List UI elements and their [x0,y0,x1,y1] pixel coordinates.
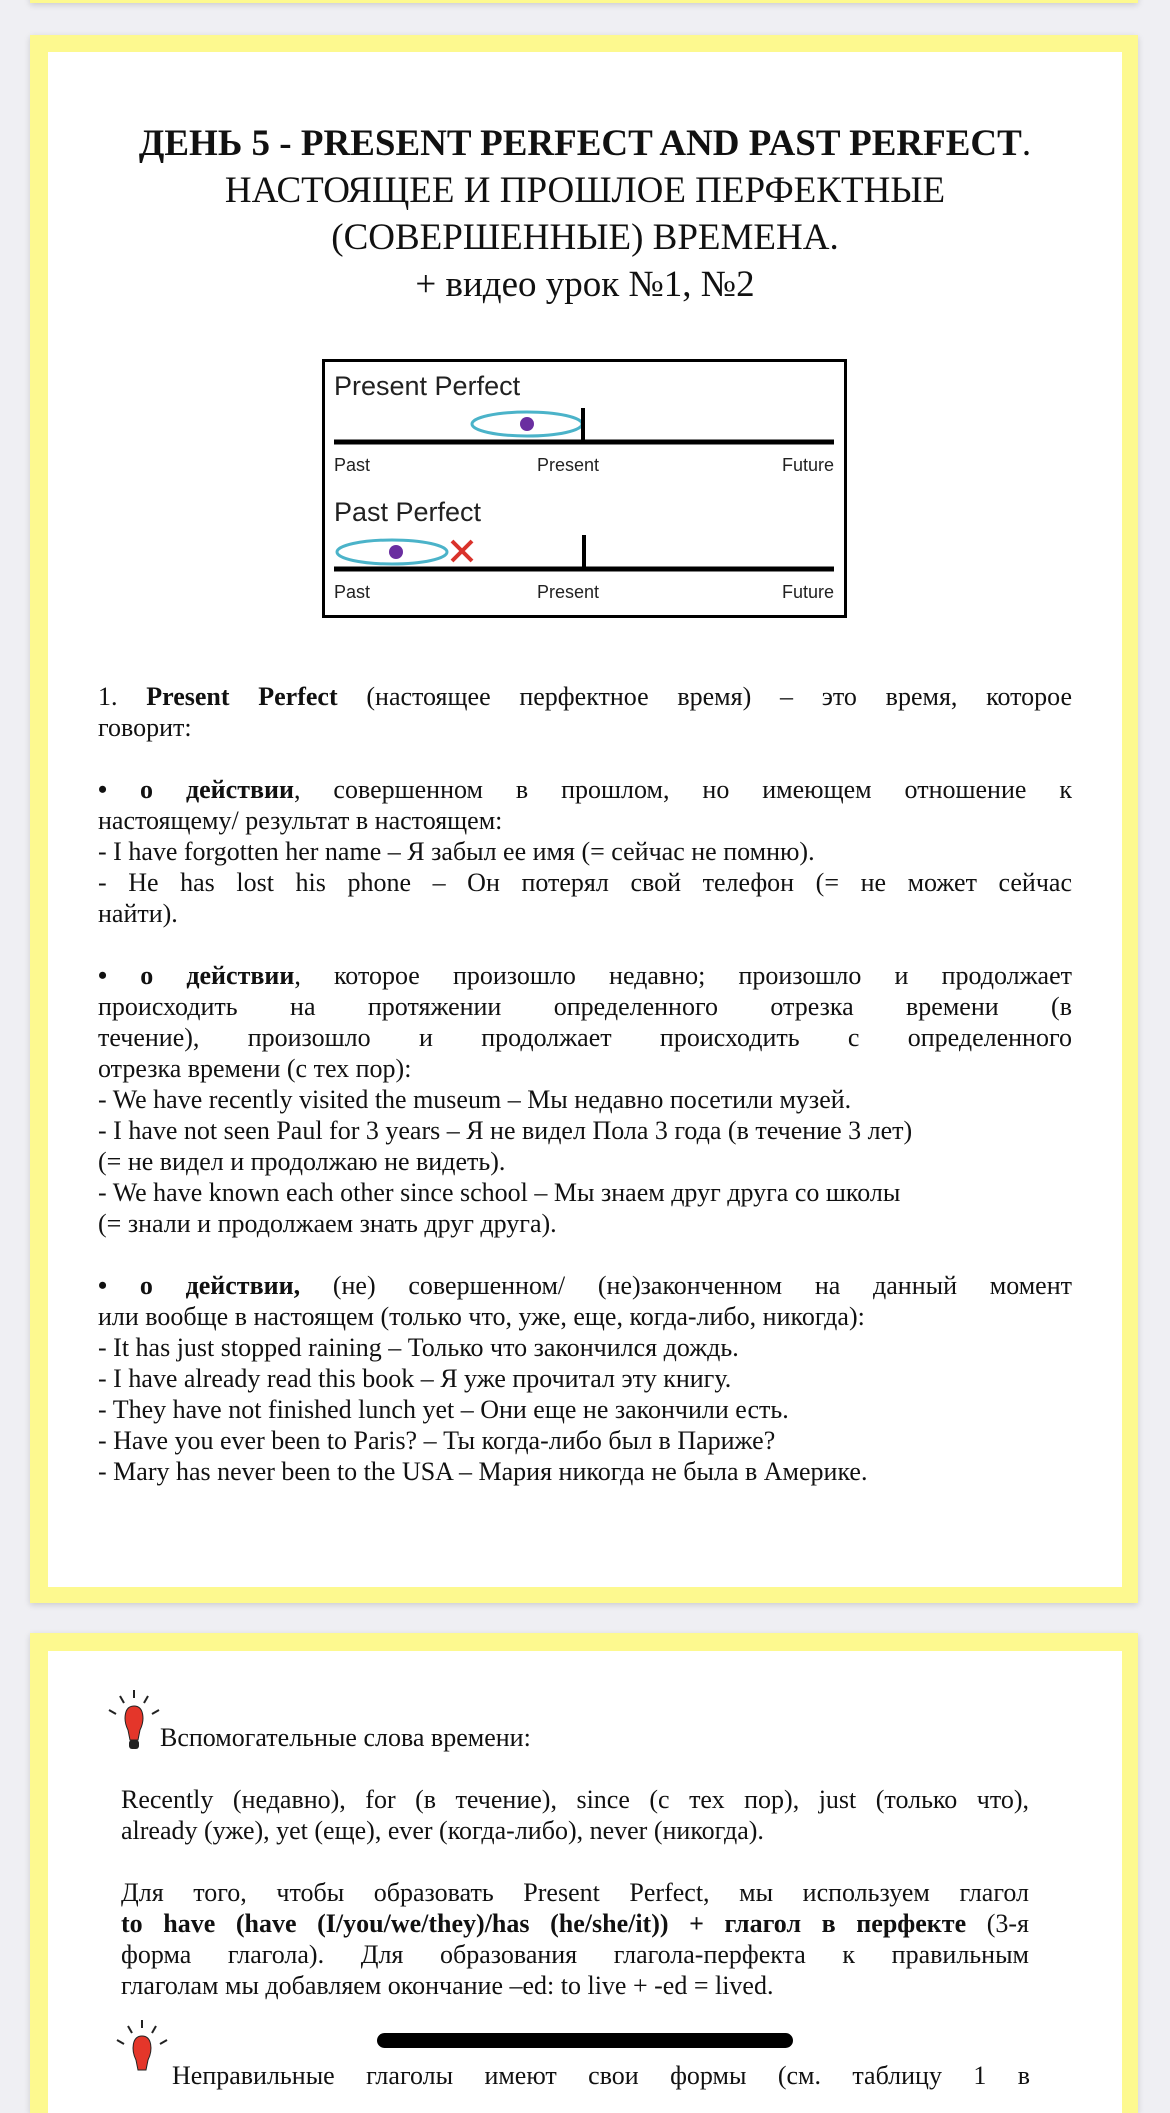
past-perfect-label: Past Perfect [334,497,482,527]
text-line [121,1784,1029,1815]
text-line [121,1877,1029,1908]
present-perfect-label: Present Perfect [334,371,521,401]
text-line [98,1425,1072,1456]
action-dot [389,545,403,559]
text-line [98,1115,1072,1146]
text-line [121,1939,1029,1970]
page-title [0,120,1170,308]
text-line [98,681,1072,712]
text-segment: говорит: [98,713,192,742]
text-line [98,960,1072,991]
text-line [98,1332,1072,1363]
tips-heading: Вспомогательные слова времени: [160,1723,531,1752]
title-line-3: (СОВЕРШЕННЫЕ) ВРЕМЕНА. [331,217,839,258]
text-line [98,743,1072,774]
present-label: Present [537,582,600,602]
text-segment: - Mary has never been to the USA – Мария никогда не была в Америке. [98,1457,868,1486]
text-line [98,1363,1072,1394]
text-segment: - We have recently visited the museum – Мы недавно посетили музей. [98,1085,852,1114]
text-line [121,1846,1029,1877]
text-segment: (не) совершенном/ (не)законченном на данный момент [300,1271,1072,1300]
text-segment: - It has just stopped raining – Только что закончился дождь. [98,1333,739,1362]
text-line [98,1022,1072,1053]
text-segment: - I have forgotten her name – Я забыл ее имя (= сейчас не помню). [98,837,815,866]
text-segment: , которое произошло недавно; произошло и продолжает [294,961,1073,990]
bold-text: • о действии [98,775,294,804]
action-dot [520,417,534,431]
text-line [98,1053,1072,1084]
text-line [98,991,1072,1022]
bold-text: Present Perfect [146,682,338,711]
text-segment: , совершенном в прошлом, но имеющем отношение к [293,775,1072,804]
text-segment: отрезка времени (с тех пор): [98,1054,412,1083]
text-segment: 1. [98,682,147,711]
text-line [98,836,1072,867]
text-line [98,1456,1072,1487]
present-perfect-explanation [98,681,1072,1487]
previous-card [30,0,1138,3]
text-line [98,1208,1072,1239]
text-segment: форма глагола). Для образования глагола-перфекта к правильным [121,1940,1029,1969]
text-line [98,1270,1072,1301]
text-segment: already (уже), yet (еще), ever (когда-либо), never (никогда). [121,1816,764,1845]
text-line [121,1970,1029,2001]
past-label: Past [334,582,371,602]
text-line [121,1815,1029,1846]
lightbulb-icon [104,1688,164,1752]
text-line [98,805,1072,836]
past-label: Past [334,455,371,475]
title-dot: . [1021,123,1032,164]
future-label: Future [781,582,834,602]
tense-timeline-diagram [322,359,847,618]
text-segment: - They have not finished lunch yet – Они еще не закончили есть. [98,1395,789,1424]
bold-text: • о действии [98,961,295,990]
text-segment: происходить на протяжении определенного отрезка времени (в [98,992,1072,1021]
text-line [98,1394,1072,1425]
bold-text: to have (have (I/you/we/they)/has (he/she/it)) + глагол в перфекте [121,1909,967,1938]
text-segment: или вообще в настоящем (только что, уже, еще, когда-либо, никогда): [98,1302,865,1331]
text-line [98,898,1072,929]
text-line [98,1239,1072,1270]
text-segment: течение), произошло и продолжает происходить с определенного [98,1023,1072,1052]
text-segment: - He has lost his phone – Он потерял свой телефон (= не может сейчас [98,868,1072,897]
text-line [98,1301,1072,1332]
text-segment: - I have already read this book – Я уже прочитал эту книгу. [98,1364,732,1393]
bold-text: • о действии, [98,1271,301,1300]
text-line [98,774,1072,805]
text-segment: - We have known each other since school – Мы знаем друг друга со школы [98,1178,901,1207]
text-line [98,929,1072,960]
title-line-1: ДЕНЬ 5 - PRESENT PERFECT AND PAST PERFECT [138,123,1022,164]
text-segment: - Have you ever been to Paris? – Ты когда-либо был в Париже? [98,1426,776,1455]
title-line-4: + видео урок №1, №2 [415,264,755,305]
text-line [98,712,1072,743]
text-segment: - I have not seen Paul for 3 years – Я не видел Пола 3 года (в течение 3 лет) [98,1116,913,1145]
text-line [98,867,1072,898]
future-label: Future [781,455,834,475]
text-line [98,1084,1072,1115]
text-segment: Для того, чтобы образовать Present Perfect, мы используем глагол [121,1878,1029,1907]
text-segment: (настоящее перфектное время) – это время, которое [337,682,1072,711]
irregular-verbs-line: Неправильные глаголы имеют свои формы (см. таблицу 1 в [172,2061,1030,2090]
text-segment: (3-я [966,1909,1029,1938]
home-indicator[interactable] [377,2033,793,2048]
text-line [121,1908,1029,1939]
text-line [98,1177,1072,1208]
text-segment: найти). [98,899,178,928]
text-segment: настоящему/ результат в настоящем: [98,806,503,835]
text-segment: глаголам мы добавляем окончание –ed: to live + -ed = lived. [121,1971,774,2000]
text-segment: (= не видел и продолжаю не видеть). [98,1147,506,1176]
text-segment: Recently (недавно), for (в течение), since (с тех пор), just (только что), [121,1785,1029,1814]
text-segment: (= знали и продолжаем знать друг друга). [98,1209,557,1238]
title-line-2: НАСТОЯЩЕЕ И ПРОШЛОЕ ПЕРФЕКТНЫЕ [224,170,946,211]
text-line [98,1146,1072,1177]
present-label: Present [537,455,600,475]
lightbulb-icon [112,2018,172,2082]
tips-text [121,1784,1029,2001]
